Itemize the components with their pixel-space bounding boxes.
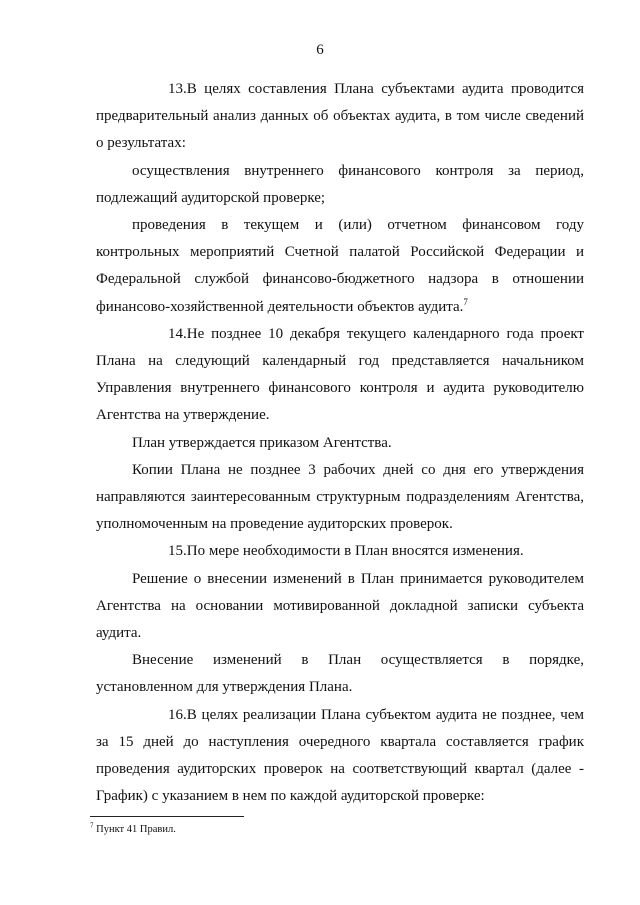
body-text [96,76,584,810]
paragraph-text: проведения в текущем и (или) отчетном финансовом году контрольных мероприятий Счетной палатой Российской Федерации и Федеральной службой финансово-бюджетного надзора в отношении финансово-хозяйственной деятельности объектов аудита. [96,217,584,315]
paragraph-16 [96,702,584,811]
paragraph-plan-approval [96,430,584,457]
paragraph-text: осуществления внутреннего финансового контроля за период, подлежащий аудиторской проверке; [96,162,584,206]
footnote-divider [90,816,244,817]
paragraph-text: Не позднее 10 декабря текущего календарного года проект Плана на следующий календарный год представляется начальником Управления внутреннего финансового контроля и аудита руководителю Агентства на утверждение. [96,325,584,424]
paragraph-text: Внесение изменений в План осуществляется в порядке, установленном для утверждения Плана. [96,652,584,696]
paragraph-text: Копии Плана не позднее 3 рабочих дней со дня его утверждения направляются заинтересованным структурным подразделениям Агентства, уполномоченным на проведение аудиторских проверок. [96,461,584,533]
paragraph-text: В целях составления Плана субъектами аудита проводится предварительный анализ данных об объектах аудита, в том числе сведений о результатах: [96,81,584,152]
paragraph-text: По мере необходимости в План вносятся изменения. [186,543,524,560]
paragraph-15 [96,538,584,565]
paragraph-text: В целях реализации Плана субъектом аудита не позднее, чем за 15 дней до наступления очередного квартала составляется график проведения аудиторских проверок на соответствующий квартал (далее - График) с указанием в нем по каждой аудиторской проверке: [96,706,584,805]
paragraph-text: Решение о внесении изменений в План принимается руководителем Агентства на основании мотивированной докладной записки субъекта аудита. [96,570,584,642]
paragraph-item-internal-control [96,158,584,212]
clause-number: 13. [168,81,187,97]
paragraph-change-procedure [96,647,584,701]
paragraph-13 [96,76,584,158]
footnote [90,821,176,835]
paragraph-text: План утверждается приказом Агентства. [132,434,392,451]
paragraph-change-decision [96,566,584,648]
page-number: 6 [316,42,324,58]
paragraph-14 [96,321,584,430]
clause-number: 16. [168,706,187,723]
footnote-text: Пункт 41 Правил. [96,824,176,835]
paragraph-item-control-measures [96,212,584,321]
clause-number: 14. [168,325,187,342]
paragraph-plan-copies [96,457,584,539]
clause-number: 15. [168,543,187,560]
footnote-reference: 7 [463,296,468,307]
footnote-marker: 7 [90,821,94,830]
